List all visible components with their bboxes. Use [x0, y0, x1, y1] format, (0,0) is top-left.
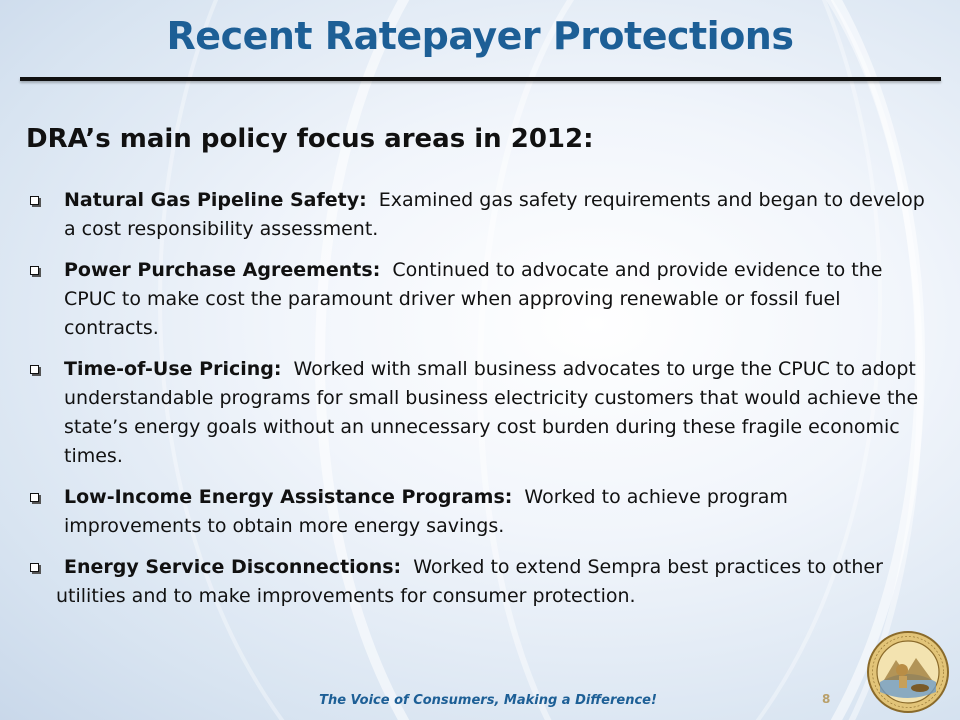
- state-seal-icon: [866, 630, 950, 714]
- checkbox-bullet-icon: [30, 493, 39, 502]
- bullet-item: [30, 483, 930, 541]
- checkbox-bullet-icon: [30, 563, 39, 572]
- bullet-heading: Power Purchase Agreements:: [64, 259, 381, 281]
- bullet-heading: Natural Gas Pipeline Safety:: [64, 189, 367, 211]
- bullet-heading: Energy Service Disconnections:: [64, 556, 402, 578]
- footer-tagline: The Voice of Consumers, Making a Difference!: [319, 693, 657, 708]
- bullet-text: Continued to advocate and provide evidence to the CPUC to make cost the paramount driver when approving renewable or fossil fuel contracts.: [64, 259, 883, 339]
- slide-subtitle: DRA’s main policy focus areas in 2012:: [26, 124, 594, 154]
- checkbox-bullet-icon: [30, 196, 39, 205]
- bullet-item: [30, 186, 930, 244]
- bullet-list: [30, 186, 930, 623]
- title-divider: [20, 77, 941, 81]
- bullet-text: Worked to extend Sempra best practices to other utilities and to make improvements for consumer protection.: [56, 556, 883, 607]
- bullet-item: [30, 355, 930, 471]
- checkbox-bullet-icon: [30, 365, 39, 374]
- checkbox-bullet-icon: [30, 266, 39, 275]
- bullet-heading: Low-Income Energy Assistance Programs:: [64, 486, 513, 508]
- bullet-heading: Time-of-Use Pricing:: [64, 358, 282, 380]
- slide-title: Recent Ratepayer Protections: [166, 14, 794, 58]
- bullet-item: [30, 256, 930, 343]
- page-number: 8: [822, 692, 831, 706]
- bullet-text: Examined gas safety requirements and began to develop a cost responsibility assessment.: [64, 189, 925, 240]
- bullet-item: [30, 553, 930, 611]
- bullet-text: Worked with small business advocates to urge the CPUC to adopt understandable programs for small business electricity customers that would achieve the state’s energy goals without an unnecessary cost burden during these fragile economic times.: [64, 358, 919, 467]
- bullet-text: Worked to achieve program improvements to obtain more energy savings.: [64, 486, 788, 537]
